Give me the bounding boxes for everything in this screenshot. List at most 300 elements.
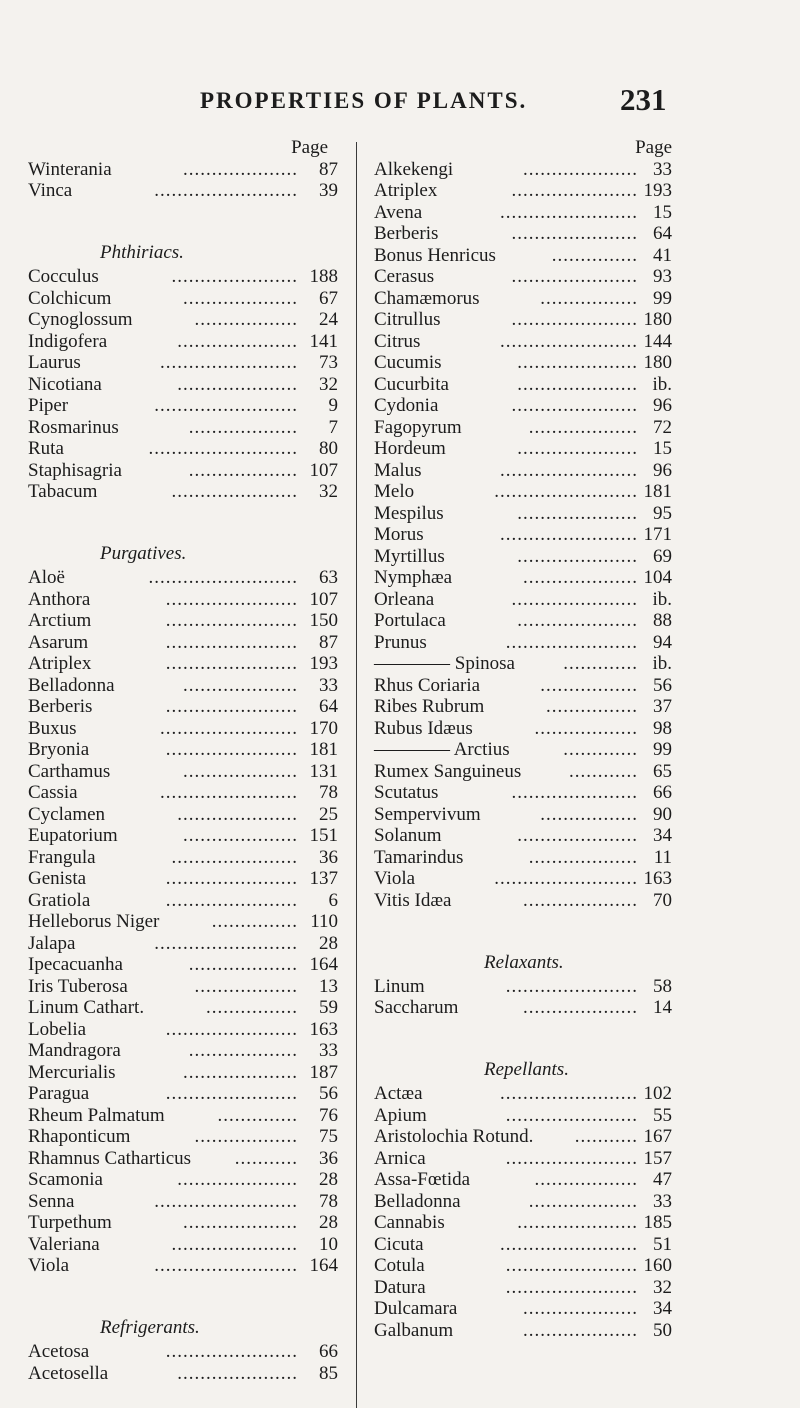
- dot-leader: .............: [563, 739, 638, 760]
- entry-page-number: 13: [319, 975, 338, 997]
- dot-leader: .......................: [165, 610, 298, 631]
- entry-name: Helleborus Niger: [28, 911, 160, 932]
- entry-page-number: ib.: [652, 373, 672, 395]
- entry-name: Gratiola: [28, 889, 91, 911]
- entry-page-number: ib.: [652, 588, 672, 610]
- dot-leader: .......................: [165, 588, 298, 610]
- dot-leader: ...................: [188, 459, 298, 481]
- dot-leader: ..................: [534, 1169, 638, 1190]
- dot-leader: .....................: [517, 373, 638, 395]
- dot-leader: .............: [563, 653, 638, 674]
- index-entry: [374, 589, 672, 611]
- right-column: [374, 137, 672, 1341]
- dot-leader: .....................: [517, 352, 638, 373]
- entry-page-number: 36: [319, 846, 338, 868]
- entry-name: Morus: [374, 524, 424, 545]
- entry-name: Viola: [28, 1255, 70, 1276]
- dot-leader: .....................: [177, 803, 298, 825]
- entry-name: Valeriana: [28, 1233, 100, 1255]
- entry-page-number: 34: [653, 825, 672, 846]
- entry-name: Aloë: [28, 567, 65, 588]
- index-entry: [374, 847, 672, 869]
- entry-name: Rubus Idæus: [374, 717, 473, 739]
- running-title: PROPERTIES OF PLANTS.: [200, 88, 528, 113]
- entry-name: Linum: [374, 975, 425, 997]
- index-list: [28, 567, 338, 1277]
- entry-page-number: 141: [309, 330, 338, 352]
- dot-leader: ...........: [234, 1147, 298, 1169]
- entry-page-number: 150: [309, 610, 338, 631]
- index-entry: [374, 546, 672, 568]
- dot-leader: ................: [546, 696, 638, 717]
- entry-name: Paragua: [28, 1083, 90, 1104]
- entry-page-number: 6: [328, 889, 338, 911]
- section-heading-phthiriacs: Phthiriacs.: [100, 242, 184, 263]
- entry-page-number: 69: [653, 545, 672, 567]
- dot-leader: .......................: [505, 631, 638, 653]
- entry-page-number: 73: [319, 352, 338, 373]
- dot-leader: ........................: [500, 201, 638, 223]
- dot-leader: ....................: [183, 760, 298, 782]
- entry-name: Tabacum: [28, 481, 98, 502]
- dot-leader: .................: [540, 674, 638, 696]
- entry-name: Acetosa: [28, 1341, 90, 1362]
- index-entry: [374, 610, 672, 632]
- entry-name: ———— Spinosa: [374, 653, 515, 674]
- index-entry: [374, 223, 672, 245]
- index-entry: [374, 825, 672, 847]
- index-entry: [374, 331, 672, 353]
- entry-page-number: 187: [309, 1061, 338, 1083]
- dot-leader: ....................: [523, 567, 638, 588]
- entry-name: Galbanum: [374, 1319, 454, 1341]
- entry-name: Lobelia: [28, 1018, 87, 1040]
- entry-page-number: 33: [319, 674, 338, 696]
- dot-leader: .........................: [154, 1255, 298, 1276]
- dot-leader: ......................: [511, 223, 638, 244]
- dot-leader: ....................: [183, 287, 298, 309]
- index-entry: [374, 1191, 672, 1213]
- index-entry: [28, 352, 338, 374]
- entry-name: Cyclamen: [28, 803, 106, 825]
- dot-leader: ................: [206, 997, 298, 1018]
- index-entry: [374, 460, 672, 482]
- entry-page-number: 87: [319, 158, 338, 180]
- dot-leader: .......................: [505, 1255, 638, 1276]
- entry-name: Alkekengi: [374, 158, 454, 180]
- dot-leader: ..........................: [148, 438, 298, 459]
- dot-leader: ...................: [528, 1190, 638, 1212]
- dot-leader: ...................: [188, 954, 298, 975]
- entry-page-number: 34: [653, 1298, 672, 1319]
- entry-name: Cicuta: [374, 1233, 424, 1255]
- dot-leader: ...................: [188, 416, 298, 438]
- index-entry: [28, 438, 338, 460]
- entry-page-number: 25: [319, 803, 338, 825]
- entry-page-number: 28: [319, 1169, 338, 1190]
- section-heading-repellants: Repellants.: [484, 1059, 569, 1080]
- index-entry: [28, 847, 338, 869]
- index-entry: [28, 481, 338, 503]
- index-entry: [28, 1341, 338, 1363]
- index-entry: [28, 653, 338, 675]
- entry-name: Bonus Henricus: [374, 244, 496, 266]
- index-entry: [28, 309, 338, 331]
- dot-leader: .....................: [517, 545, 638, 567]
- entry-name: Saccharum: [374, 997, 459, 1018]
- index-entry: [28, 675, 338, 697]
- index-entry: [374, 1169, 672, 1191]
- entry-name: Mercurialis: [28, 1061, 116, 1083]
- entry-page-number: 94: [653, 631, 672, 653]
- entry-name: Rhus Coriaria: [374, 674, 481, 696]
- dot-leader: ....................: [183, 158, 298, 180]
- entry-name: Mandragora: [28, 1040, 121, 1061]
- entry-page-number: 151: [309, 825, 338, 846]
- entry-page-number: 75: [319, 1126, 338, 1147]
- dot-leader: ....................: [523, 889, 638, 911]
- dot-leader: ......................: [171, 846, 298, 868]
- entry-name: Vinca: [28, 180, 73, 201]
- entry-name: Myrtillus: [374, 545, 445, 567]
- dot-leader: ........................: [500, 1233, 638, 1255]
- entry-name: ———— Arctius: [374, 739, 510, 760]
- entry-name: Eupatorium: [28, 825, 118, 846]
- entry-name: Berberis: [28, 696, 93, 717]
- dot-leader: ............: [569, 760, 638, 782]
- entry-name: Melo: [374, 481, 415, 502]
- dot-leader: ...............: [551, 244, 638, 266]
- index-entry: [28, 1169, 338, 1191]
- index-entry: [374, 1320, 672, 1342]
- dot-leader: .......................: [165, 1083, 298, 1104]
- dot-leader: .....................: [177, 330, 298, 352]
- entry-name: Winterania: [28, 158, 112, 180]
- entry-page-number: 181: [643, 481, 672, 502]
- entry-page-number: 24: [319, 309, 338, 330]
- entry-page-number: 87: [319, 631, 338, 653]
- entry-name: Acetosella: [28, 1362, 109, 1384]
- dot-leader: .....................: [177, 373, 298, 395]
- entry-name: Malus: [374, 459, 422, 481]
- dot-leader: .....................: [177, 1169, 298, 1190]
- index-entry: [28, 567, 338, 589]
- dot-leader: ...........: [574, 1126, 638, 1147]
- entry-page-number: 164: [309, 1255, 338, 1276]
- entry-name: Linum Cathart.: [28, 997, 145, 1018]
- index-entry: [374, 567, 672, 589]
- index-entry: [28, 1191, 338, 1213]
- dot-leader: .....................: [517, 438, 638, 459]
- dot-leader: .......................: [505, 1147, 638, 1169]
- dot-leader: ......................: [511, 266, 638, 287]
- dot-leader: ........................: [500, 459, 638, 481]
- dot-leader: .....................: [517, 610, 638, 631]
- dot-leader: .......................: [505, 1104, 638, 1126]
- index-entry: [28, 739, 338, 761]
- entry-page-number: 15: [653, 201, 672, 223]
- entry-page-number: 144: [643, 330, 672, 352]
- entry-page-number: 137: [309, 868, 338, 889]
- index-entry: [374, 417, 672, 439]
- dot-leader: ....................: [523, 1319, 638, 1341]
- entry-page-number: ib.: [652, 653, 672, 674]
- index-entry: [28, 417, 338, 439]
- entry-name: Assa-Fœtida: [374, 1169, 471, 1190]
- index-entry: [28, 632, 338, 654]
- entry-name: Buxus: [28, 717, 77, 739]
- index-entry: [374, 1126, 672, 1148]
- index-entry: [374, 309, 672, 331]
- column-divider: [356, 142, 357, 1408]
- entry-page-number: 102: [643, 1083, 672, 1104]
- entry-name: Senna: [28, 1190, 75, 1212]
- index-entry: [28, 1255, 338, 1277]
- dot-leader: ....................: [523, 1298, 638, 1319]
- dot-leader: .......................: [165, 889, 298, 911]
- entry-name: Datura: [374, 1276, 426, 1298]
- dot-leader: ........................: [500, 1083, 638, 1104]
- index-entry: [28, 460, 338, 482]
- entry-page-number: 93: [653, 266, 672, 287]
- index-entry: [374, 653, 672, 675]
- index-entry: [28, 331, 338, 353]
- entry-name: Cydonia: [374, 395, 439, 416]
- entry-page-number: 96: [653, 459, 672, 481]
- dot-leader: .......................: [165, 631, 298, 653]
- entry-page-number: 163: [309, 1018, 338, 1040]
- index-entry: [374, 1212, 672, 1234]
- dot-leader: .......................: [165, 1018, 298, 1040]
- entry-page-number: 104: [643, 567, 672, 588]
- dot-leader: .....................: [177, 1362, 298, 1384]
- entry-page-number: 193: [309, 653, 338, 674]
- index-entry: [374, 202, 672, 224]
- entry-page-number: 88: [653, 610, 672, 631]
- entry-page-number: 32: [319, 373, 338, 395]
- entry-page-number: 157: [643, 1147, 672, 1169]
- entry-page-number: 72: [653, 416, 672, 438]
- index-list: [28, 266, 338, 503]
- index-entry: [374, 761, 672, 783]
- entry-page-number: 55: [653, 1104, 672, 1126]
- entry-page-number: 32: [653, 1276, 672, 1298]
- entry-page-number: 160: [643, 1255, 672, 1276]
- entry-page-number: 85: [319, 1362, 338, 1384]
- index-entry: [374, 868, 672, 890]
- entry-name: Apium: [374, 1104, 427, 1126]
- dot-leader: ..................: [194, 1126, 298, 1147]
- page-header: [0, 82, 800, 128]
- dot-leader: ......................: [511, 309, 638, 330]
- dot-leader: ......................: [171, 266, 298, 287]
- entry-name: Cynoglossum: [28, 309, 133, 330]
- entry-name: Mespilus: [374, 502, 444, 524]
- index-entry: [374, 739, 672, 761]
- index-entry: [374, 1298, 672, 1320]
- entry-name: Sempervivum: [374, 803, 481, 825]
- entry-page-number: 78: [319, 1190, 338, 1212]
- entry-page-number: 50: [653, 1319, 672, 1341]
- section-heading-purgatives: Purgatives.: [100, 543, 187, 564]
- entry-name: Cerasus: [374, 266, 435, 287]
- section-heading-refrigerants: Refrigerants.: [100, 1317, 200, 1338]
- entry-page-number: 66: [653, 782, 672, 803]
- index-entry: [28, 288, 338, 310]
- entry-page-number: 180: [643, 309, 672, 330]
- entry-page-number: 95: [653, 502, 672, 524]
- dot-leader: .........................: [154, 932, 298, 954]
- dot-leader: ....................: [183, 825, 298, 846]
- entry-name: Rhamnus Catharticus: [28, 1147, 192, 1169]
- entry-page-number: 14: [653, 997, 672, 1018]
- entry-page-number: 51: [653, 1233, 672, 1255]
- dot-leader: .....................: [517, 825, 638, 846]
- entry-page-number: 33: [319, 1040, 338, 1061]
- entry-page-number: 181: [309, 739, 338, 760]
- dot-leader: ..........................: [148, 567, 298, 588]
- entry-page-number: 96: [653, 395, 672, 416]
- entry-page-number: 171: [643, 524, 672, 545]
- entry-page-number: 65: [653, 760, 672, 782]
- dot-leader: ......................: [511, 180, 638, 201]
- index-entry: [28, 1062, 338, 1084]
- dot-leader: ........................: [160, 352, 298, 373]
- entry-page-number: 64: [653, 223, 672, 244]
- index-entry: [28, 696, 338, 718]
- entry-name: Scutatus: [374, 782, 439, 803]
- index-entry: [28, 395, 338, 417]
- entry-name: Vitis Idæa: [374, 889, 452, 911]
- entry-page-number: 78: [319, 782, 338, 803]
- index-entry: [374, 352, 672, 374]
- entry-page-number: 67: [319, 287, 338, 309]
- index-entry: [374, 438, 672, 460]
- entry-name: Belladonna: [374, 1190, 461, 1212]
- index-list: [374, 159, 672, 912]
- entry-name: Berberis: [374, 223, 439, 244]
- entry-page-number: 47: [653, 1169, 672, 1190]
- entry-name: Laurus: [28, 352, 81, 373]
- index-entry: [28, 1019, 338, 1041]
- index-entry: [28, 933, 338, 955]
- entry-name: Colchicum: [28, 287, 112, 309]
- entry-name: Portulaca: [374, 610, 446, 631]
- index-entry: [28, 1126, 338, 1148]
- index-entry: [28, 1363, 338, 1385]
- entry-page-number: 163: [643, 868, 672, 889]
- dot-leader: ..................: [534, 717, 638, 739]
- entry-name: Atriplex: [374, 180, 438, 201]
- dot-leader: ...............: [211, 911, 298, 932]
- entry-page-number: 56: [653, 674, 672, 696]
- entry-page-number: 66: [319, 1341, 338, 1362]
- index-entry: [374, 266, 672, 288]
- entry-name: Rumex Sanguineus: [374, 760, 522, 782]
- index-entry: [28, 180, 338, 202]
- entry-page-number: 131: [309, 760, 338, 782]
- index-list: [374, 976, 672, 1019]
- entry-name: Arnica: [374, 1147, 426, 1169]
- dot-leader: ......................: [171, 481, 298, 502]
- index-entry: [28, 997, 338, 1019]
- entry-name: Hordeum: [374, 438, 446, 459]
- dot-leader: ..............: [217, 1104, 298, 1126]
- entry-page-number: 41: [653, 244, 672, 266]
- entry-name: Genista: [28, 868, 87, 889]
- dot-leader: .................: [540, 803, 638, 825]
- dot-leader: ..................: [194, 975, 298, 997]
- index-entry: [28, 976, 338, 998]
- index-list: [28, 159, 338, 202]
- entry-name: Arctium: [28, 610, 92, 631]
- left-column: [28, 137, 338, 1384]
- entry-name: Chamæmorus: [374, 287, 480, 309]
- entry-name: Cocculus: [28, 266, 99, 287]
- entry-page-number: 99: [653, 739, 672, 760]
- index-entry: [374, 1234, 672, 1256]
- index-entry: [374, 890, 672, 912]
- dot-leader: .........................: [154, 1190, 298, 1212]
- entry-page-number: 32: [319, 481, 338, 502]
- entry-page-number: 15: [653, 438, 672, 459]
- dot-leader: ....................: [183, 1061, 298, 1083]
- dot-leader: ...................: [528, 846, 638, 868]
- entry-page-number: 33: [653, 1190, 672, 1212]
- index-entry: [28, 890, 338, 912]
- dot-leader: ....................: [183, 674, 298, 696]
- entry-name: Actæa: [374, 1083, 423, 1104]
- index-entry: [374, 976, 672, 998]
- entry-page-number: 80: [319, 438, 338, 459]
- index-list: [374, 1083, 672, 1341]
- dot-leader: .........................: [154, 395, 298, 416]
- index-entry: [374, 804, 672, 826]
- index-entry: [374, 1083, 672, 1105]
- index-entry: [374, 395, 672, 417]
- entry-page-number: 170: [309, 717, 338, 739]
- dot-leader: .......................: [165, 739, 298, 760]
- entry-name: Indigofera: [28, 330, 108, 352]
- index-entry: [28, 1148, 338, 1170]
- dot-leader: ......................: [511, 588, 638, 610]
- index-entry: [374, 1255, 672, 1277]
- index-entry: [374, 524, 672, 546]
- entry-name: Tamarindus: [374, 846, 464, 868]
- entry-page-number: 10: [319, 1233, 338, 1255]
- entry-page-number: 28: [319, 1212, 338, 1233]
- entry-name: Rheum Palmatum: [28, 1104, 165, 1126]
- entry-name: Asarum: [28, 631, 89, 653]
- dot-leader: ...................: [188, 1040, 298, 1061]
- index-entry: [28, 804, 338, 826]
- entry-name: Frangula: [28, 846, 96, 868]
- index-entry: [374, 503, 672, 525]
- entry-page-number: 193: [643, 180, 672, 201]
- entry-name: Bryonia: [28, 739, 90, 760]
- entry-name: Cannabis: [374, 1212, 445, 1233]
- entry-name: Nicotiana: [28, 373, 102, 395]
- dot-leader: .......................: [165, 868, 298, 889]
- entry-page-number: 28: [319, 932, 338, 954]
- entry-name: Cotula: [374, 1255, 425, 1276]
- index-entry: [374, 180, 672, 202]
- entry-page-number: 37: [653, 696, 672, 717]
- index-entry: [28, 782, 338, 804]
- entry-page-number: 167: [643, 1126, 672, 1147]
- index-list: [28, 1341, 338, 1384]
- section-heading-relaxants: Relaxants.: [484, 951, 564, 973]
